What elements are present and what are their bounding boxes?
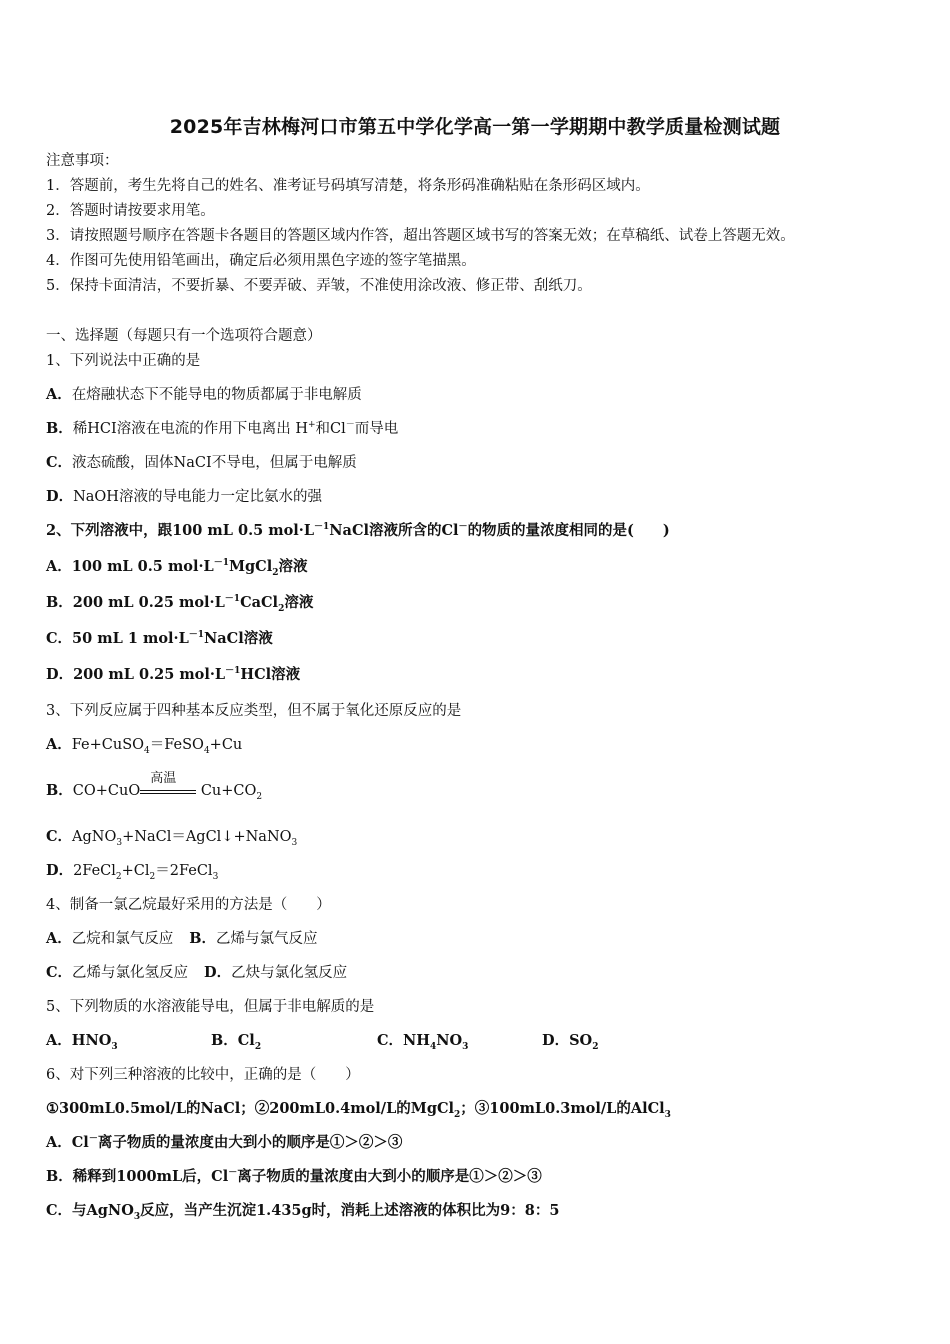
q2-option-b xyxy=(46,593,313,613)
stem-text: 2、下列溶液中，跟100 mL 0.5 mol·L xyxy=(46,522,315,539)
option-label: A． xyxy=(46,558,72,575)
subscript: 2 xyxy=(278,603,285,614)
option-label: C． xyxy=(46,454,73,471)
info-text: ；③100mL0.3mol/L的AlCl xyxy=(460,1100,665,1117)
notice-item: 2．答题时请按要求用笔。 xyxy=(46,203,215,219)
option-text: 离子物质的量浓度由大到小的顺序是①＞②＞③ xyxy=(97,1134,403,1151)
superscript: －1 xyxy=(224,594,241,605)
option-text: 乙炔与氯化氢反应 xyxy=(231,965,348,981)
q3-option-c xyxy=(46,827,297,847)
subscript: 2 xyxy=(149,871,156,882)
option-label: C． xyxy=(377,1032,404,1049)
option-label: B． xyxy=(46,420,73,437)
option-label: B． xyxy=(46,1168,73,1185)
q1-option-d xyxy=(46,487,322,507)
superscript: － xyxy=(458,522,468,533)
q2-option-d xyxy=(46,665,300,685)
option-text: 乙烯与氯气反应 xyxy=(216,931,318,947)
option-label: B． xyxy=(211,1032,238,1049)
q1-option-b xyxy=(46,419,398,439)
reaction-condition-arrow xyxy=(140,771,196,801)
option-text: 乙烯与氯化氢反应 xyxy=(72,965,189,981)
option-text: NH xyxy=(403,1032,431,1049)
subscript: 3 xyxy=(116,837,123,848)
option-label: D． xyxy=(204,964,232,981)
q1-option-a xyxy=(46,385,362,405)
question-3-stem: 3、下列反应属于四种基本反应类型，但不属于氧化还原反应的是 xyxy=(46,703,462,719)
notice-item: 1．答题前，考生先将自己的姓名、准考证号码填写清楚，将条形码准确粘贴在条形码区域内。 xyxy=(46,178,650,194)
q2-option-c xyxy=(46,629,273,649)
option-text: HNO xyxy=(71,1032,112,1049)
option-text: Fe+CuSO xyxy=(71,737,145,753)
option-text: +NaCl＝AgCl↓+NaNO xyxy=(122,829,292,845)
q5-option-a xyxy=(46,1031,211,1051)
option-text: SO xyxy=(569,1032,593,1049)
subscript: 3 xyxy=(462,1041,469,1052)
superscript: －1 xyxy=(225,666,241,677)
option-text: 50 mL 1 mol·L xyxy=(72,630,189,647)
question-2-stem xyxy=(46,521,670,541)
subscript: 4 xyxy=(144,745,150,756)
q5-option-c xyxy=(377,1031,542,1051)
option-text: 稀HCI溶液在电流的作用下电离出 H xyxy=(72,421,308,437)
q6-info xyxy=(46,1099,671,1119)
q4-options-row-2 xyxy=(46,963,347,983)
q3-option-d xyxy=(46,861,218,881)
equals-line-top xyxy=(140,790,196,791)
option-label: A． xyxy=(46,386,72,403)
option-label: C． xyxy=(46,630,73,647)
subscript: 2 xyxy=(115,871,122,882)
q6-option-b xyxy=(46,1167,542,1187)
question-4-stem: 4、制备一氯乙烷最好采用的方法是（ ） xyxy=(46,897,331,913)
option-text: HCl溶液 xyxy=(240,666,301,683)
subscript: 3 xyxy=(291,837,298,848)
option-text: Cu+CO xyxy=(196,783,257,799)
option-label: D． xyxy=(542,1032,570,1049)
subscript: 2 xyxy=(256,791,263,802)
option-text: 200 mL 0.25 mol·L xyxy=(72,594,225,611)
q6-option-c xyxy=(46,1201,559,1221)
page-title: 2025年吉林梅河口市第五中学化学高一第一学期期中教学质量检测试题 xyxy=(169,116,781,138)
option-text: NO xyxy=(436,1032,463,1049)
q5-option-b xyxy=(211,1031,377,1051)
info-text: ①300mL0.5mol/L的NaCl；②200mL0.4mol/L的MgCl xyxy=(46,1100,455,1117)
q5-option-d xyxy=(542,1031,598,1051)
option-text: ＝2FeCl xyxy=(155,863,213,879)
option-text: 离子物质的量浓度由大到小的顺序是①＞②＞③ xyxy=(237,1168,542,1185)
subscript: 2 xyxy=(592,1041,599,1052)
superscript: －1 xyxy=(314,522,330,533)
subscript: 4 xyxy=(430,1041,437,1052)
option-text: 与AgNO xyxy=(72,1202,134,1219)
subscript: 2 xyxy=(454,1109,461,1120)
option-text: 而导电 xyxy=(354,421,399,437)
option-label: C． xyxy=(46,964,73,981)
option-label: A． xyxy=(46,736,72,753)
notice-item: 5．保持卡面清洁，不要折暴、不要弄破、弄皱，不准使用涂改液、修正带、刮纸刀。 xyxy=(46,278,592,294)
option-label: C． xyxy=(46,1202,73,1219)
q5-options-row xyxy=(46,1031,598,1051)
stem-text: NaCl溶液所含的Cl xyxy=(329,522,459,539)
question-6-stem: 6、对下列三种溶液的比较中，正确的是（ ） xyxy=(46,1067,360,1083)
option-text: 反应，当产生沉淀1.435g时，消耗上述溶液的体积比为9：8：5 xyxy=(140,1202,560,1219)
option-text: AgNO xyxy=(72,829,117,845)
stem-text: 的物质的量浓度相同的是( ) xyxy=(467,522,670,539)
option-text: 2FeCl xyxy=(73,863,116,879)
question-5-stem: 5、下列物质的水溶液能导电，但属于非电解质的是 xyxy=(46,999,375,1015)
notice-item: 4．作图可先使用铅笔画出，确定后必须用黑色字迹的签字笔描黑。 xyxy=(46,253,476,269)
option-text: +Cl xyxy=(121,863,150,879)
option-text: 液态硫酸，固体NaCI不导电，但属于电解质 xyxy=(72,455,357,471)
option-text: Cl xyxy=(71,1134,89,1151)
option-text: NaCl溶液 xyxy=(204,630,273,647)
superscript: －1 xyxy=(213,558,229,569)
q1-option-c xyxy=(46,453,357,473)
option-text: 溶液 xyxy=(278,558,308,575)
option-label: B． xyxy=(46,782,73,799)
option-text: Cl xyxy=(237,1032,255,1049)
reaction-condition: 高温 xyxy=(150,771,177,786)
option-text: NaOH溶液的导电能力一定比氨水的强 xyxy=(73,489,322,505)
option-label: D． xyxy=(46,488,74,505)
option-text: 100 mL 0.5 mol·L xyxy=(71,558,214,575)
q6-option-a xyxy=(46,1133,402,1153)
notice-item: 3．请按照题号顺序在答题卡各题目的答题区域内作答，超出答题区域书写的答案无效；在草稿纸、试卷上答题无效。 xyxy=(46,228,795,244)
q3-option-a xyxy=(46,735,242,755)
option-text: 200 mL 0.25 mol·L xyxy=(73,666,226,683)
option-text: 在熔融状态下不能导电的物质都属于非电解质 xyxy=(71,387,362,403)
section-heading: 一、选择题（每题只有一个选项符合题意） xyxy=(46,328,322,344)
equals-line-bottom xyxy=(140,793,196,794)
subscript: 3 xyxy=(111,1041,118,1052)
option-text: 和Cl xyxy=(315,421,346,437)
q4-options-row-1 xyxy=(46,929,318,949)
option-text: MgCl xyxy=(228,558,273,575)
superscript: －1 xyxy=(188,630,205,641)
subscript: 3 xyxy=(212,871,219,882)
subscript: 3 xyxy=(133,1211,141,1222)
option-text: +Cu xyxy=(209,737,243,753)
question-1-stem: 1、下列说法中正确的是 xyxy=(46,353,201,369)
option-label: A． xyxy=(46,1032,72,1049)
option-text: CO+CuO xyxy=(72,783,141,799)
option-label: A． xyxy=(46,1134,72,1151)
subscript: 2 xyxy=(272,567,279,578)
option-label: A． xyxy=(46,930,72,947)
q2-option-a xyxy=(46,557,308,577)
option-label: D． xyxy=(46,862,74,879)
notice-heading: 注意事项： xyxy=(46,153,119,169)
subscript: 2 xyxy=(254,1041,262,1052)
subscript: 3 xyxy=(664,1109,671,1120)
option-text: 溶液 xyxy=(284,594,314,611)
superscript: + xyxy=(308,420,316,431)
subscript: 4 xyxy=(203,745,210,756)
superscript: － xyxy=(88,1134,98,1145)
option-text: 乙烷和氯气反应 xyxy=(71,931,174,947)
option-label: B． xyxy=(189,930,217,947)
option-label: D． xyxy=(46,666,74,683)
option-text: 稀释到1000mL后，Cl xyxy=(72,1168,229,1185)
option-label: C． xyxy=(46,828,73,845)
superscript: － xyxy=(228,1168,238,1179)
option-label: B． xyxy=(46,594,73,611)
option-text: CaCl xyxy=(240,594,279,611)
superscript: － xyxy=(345,420,355,431)
q3-option-b xyxy=(46,771,263,802)
option-text: ＝FeSO xyxy=(149,737,204,753)
